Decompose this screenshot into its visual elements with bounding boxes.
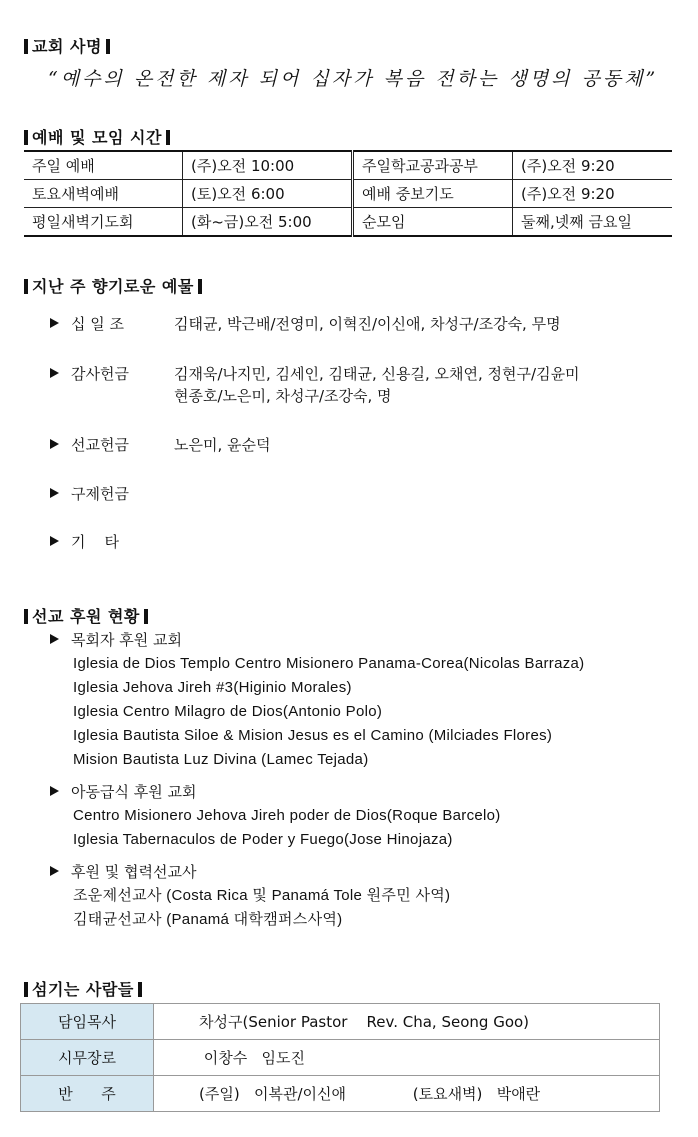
staff-value: 차성구(Senior Pastor Rev. Cha, Seong Goo) bbox=[154, 1004, 660, 1040]
worship-schedule-table bbox=[24, 150, 672, 237]
schedule-time: 둘째,넷째 금요일 bbox=[513, 208, 673, 237]
schedule-time: (주)오전 9:20 bbox=[513, 151, 673, 180]
staff-table bbox=[20, 1003, 660, 1112]
schedule-name: 예배 중보기도 bbox=[353, 180, 513, 208]
schedule-name: 토요새벽예배 bbox=[24, 180, 183, 208]
offering-thanksgiving: 감사헌금 bbox=[50, 363, 171, 384]
schedule-name: 주일 예배 bbox=[24, 151, 183, 180]
triangle-bullet-icon bbox=[50, 536, 59, 546]
table-row bbox=[24, 208, 672, 237]
table-row bbox=[24, 151, 672, 180]
staff-role: 담임목사 bbox=[21, 1004, 154, 1040]
offering-other: 기 타 bbox=[50, 531, 171, 552]
offering-relief: 구제헌금 bbox=[50, 483, 171, 504]
mission-group-pastors: 목회자 후원 교회 Iglesia de Dios Templo Centro Misionero Panama-Corea(Nicolas Barraza) Iglesia Jehova Jireh #3(Higinio Morales) Iglesia Centro Milagro de Dios(Antonio Polo) Iglesia Bautista Siloe & Mision Jesus es el Camino (Milciades Flores) Mision Bautista Luz Divina (Lamec Tejada) bbox=[50, 628, 584, 772]
triangle-bullet-icon bbox=[50, 318, 59, 328]
list-item: Iglesia Centro Milagro de Dios(Antonio Polo) bbox=[73, 703, 383, 720]
staff-role: 시무장로 bbox=[21, 1040, 154, 1076]
mission-group-child-meals: 아동급식 후원 교회 Centro Misionero Jehova Jireh poder de Dios(Roque Barcelo) Iglesia Tabernaculos de Poder y Fuego(Jose Hinojaza) bbox=[50, 780, 501, 852]
missions-section-title: 선교 후원 현황 bbox=[24, 604, 152, 627]
schedule-name: 주일학교공과공부 bbox=[353, 151, 513, 180]
table-row bbox=[21, 1040, 660, 1076]
staff-role: 반 주 bbox=[21, 1076, 154, 1112]
list-item: Mision Bautista Luz Divina (Lamec Tejada) bbox=[73, 751, 369, 768]
offering-names: 김태균, 박근배/전영미, 이혁진/이신애, 차성구/조강숙, 무명 bbox=[174, 315, 561, 333]
mission-section-title: 교회 사명 bbox=[24, 34, 114, 57]
table-row bbox=[24, 180, 672, 208]
offering-names: 김재욱/나지민, 김세인, 김태균, 신용길, 오채연, 정현구/김윤미 현종호/노은미, 차성구/조강숙, 명 bbox=[174, 365, 580, 405]
list-item: Iglesia Jehova Jireh #3(Higinio Morales) bbox=[73, 679, 352, 696]
mission-statement: “예수의 온전한 제자 되어 십자가 복음 전하는 생명의 공동체” bbox=[48, 68, 659, 90]
list-item: Iglesia de Dios Templo Centro Misionero Panama-Corea(Nicolas Barraza) bbox=[73, 655, 585, 672]
worship-section-title: 예배 및 모임 시간 bbox=[24, 125, 174, 148]
triangle-bullet-icon bbox=[50, 368, 59, 378]
list-item: Centro Misionero Jehova Jireh poder de Dios(Roque Barcelo) bbox=[73, 807, 501, 824]
schedule-name: 순모임 bbox=[353, 208, 513, 237]
list-item: Iglesia Bautista Siloe & Mision Jesus es el Camino (Milciades Flores) bbox=[73, 727, 553, 744]
triangle-bullet-icon bbox=[50, 866, 59, 876]
offering-missions: 선교헌금 bbox=[50, 434, 171, 455]
mission-group-missionaries: 후원 및 협력선교사 조운제선교사 (Costa Rica 및 Panamá Tole 원주민 사역) 김태균선교사 (Panamá 대학캠퍼스사역) bbox=[50, 860, 450, 932]
table-row bbox=[21, 1076, 660, 1112]
schedule-time: (주)오전 9:20 bbox=[513, 180, 673, 208]
offering-names: 노은미, 윤순덕 bbox=[174, 436, 271, 454]
list-item: 조운제선교사 (Costa Rica 및 Panamá Tole 원주민 사역) bbox=[73, 887, 451, 904]
triangle-bullet-icon bbox=[50, 488, 59, 498]
staff-value: (주일) 이복관/이신애 (토요새벽) 박애란 bbox=[154, 1076, 660, 1112]
schedule-name: 평일새벽기도회 bbox=[24, 208, 183, 237]
schedule-time: (토)오전 6:00 bbox=[183, 180, 353, 208]
triangle-bullet-icon bbox=[50, 634, 59, 644]
schedule-time: (화~금)오전 5:00 bbox=[183, 208, 353, 237]
staff-value: 이창수 임도진 bbox=[154, 1040, 660, 1076]
triangle-bullet-icon bbox=[50, 439, 59, 449]
table-row bbox=[21, 1004, 660, 1040]
triangle-bullet-icon bbox=[50, 786, 59, 796]
offerings-section-title: 지난 주 향기로운 예물 bbox=[24, 274, 206, 297]
staff-section-title: 섬기는 사람들 bbox=[24, 977, 146, 1000]
list-item: 김태균선교사 (Panamá 대학캠퍼스사역) bbox=[73, 911, 343, 928]
offering-tithe: 십 일 조 bbox=[50, 313, 171, 334]
schedule-time: (주)오전 10:00 bbox=[183, 151, 353, 180]
list-item: Iglesia Tabernaculos de Poder y Fuego(Jose Hinojaza) bbox=[73, 831, 453, 848]
